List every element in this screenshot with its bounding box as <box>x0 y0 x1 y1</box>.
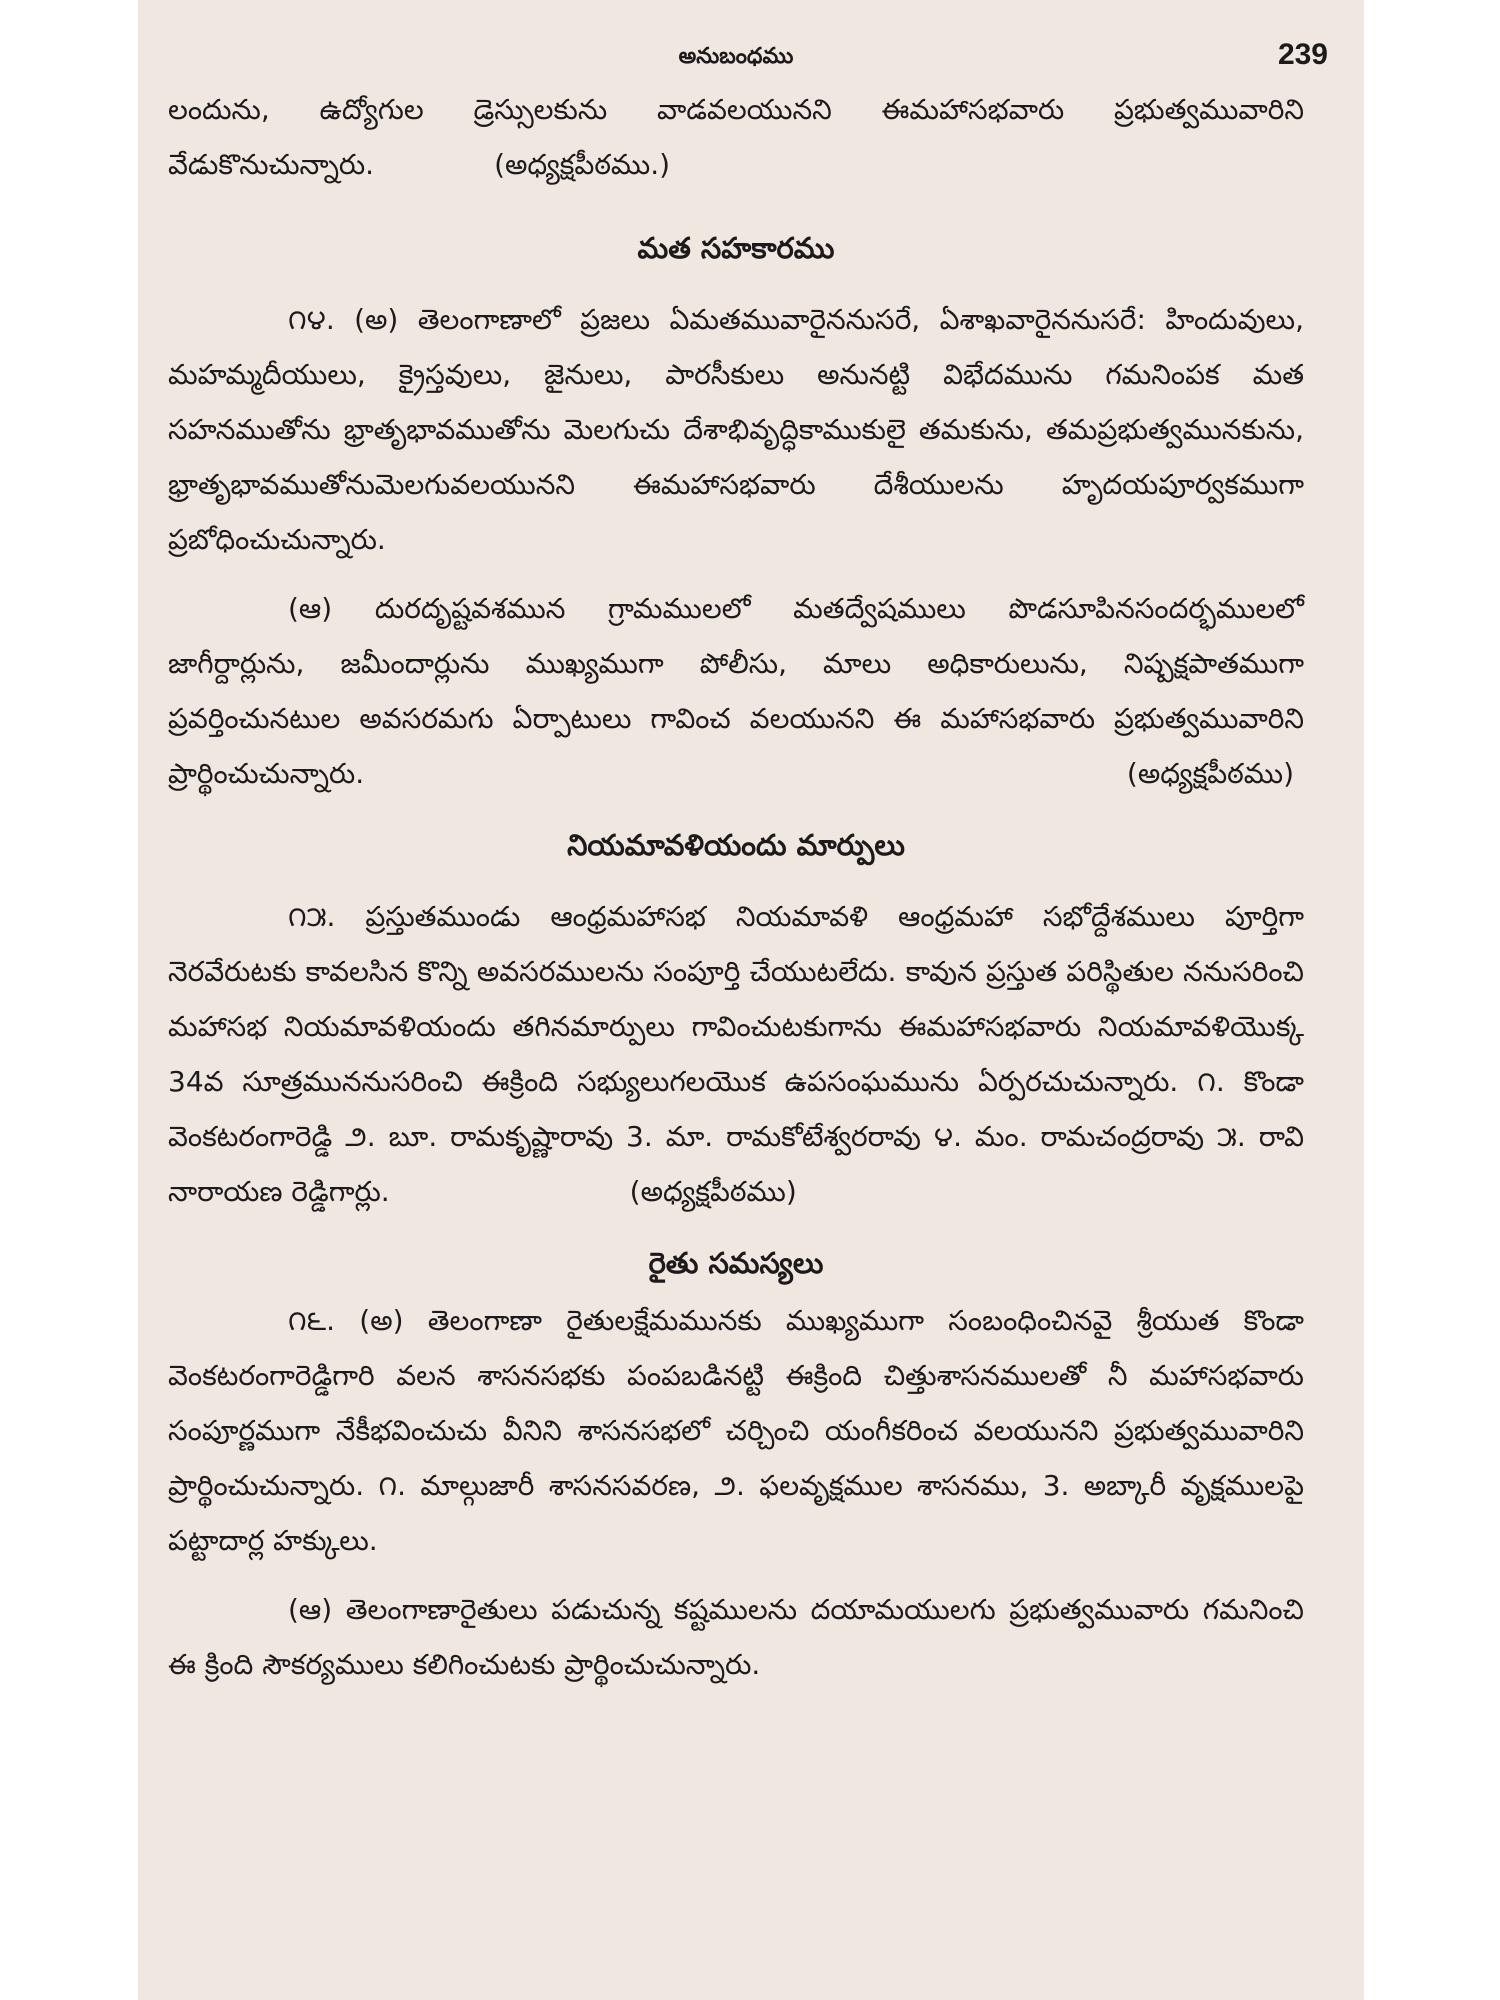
paragraph-text: ౧౫. ప్రస్తుతముండు ఆంధ్రమహాసభ నియమావళి ఆంధ్రమహా సభోద్దేశములు పూర్తిగా నెరవేరుటకు కావలసిన కొన్ని అవసరములను సంపూర్తి చేయుటలేదు. కావున ప్రస్తుత పరిస్థితుల ననుసరించి మహాసభ నియమావళియందు తగినమార్పులు గావించుటకుగాను ఈమహాసభవారు నియమావళియొక్క 34వ సూత్రముననుసరించి ఈక్రింది సభ్యులుగలయొక ఉపసంఘమును ఏర్పరచుచున్నారు. ౧. కొండా వెంకటరంగారెడ్డి ౨. బూ. రామకృష్ణారావు 3. మా. రామకోటేశ్వరరావు ౪. మం. రామచంద్రరావు ౫. రావి నారాయణ రెడ్డిగార్లు. <box>168 900 1304 1208</box>
paragraph-16a <box>168 1293 1304 1568</box>
presidium-note: (అధ్యక్షపీఠము) <box>629 1175 797 1208</box>
paragraph-14b <box>168 581 1304 801</box>
section-heading-rule-changes: నియమావళియందు మార్పులు <box>567 828 905 862</box>
paragraph-14a <box>168 292 1304 567</box>
paragraph-text: ౧౬. (అ) తెలంగాణా రైతులక్షేమమునకు ముఖ్యముగా సంబంధించినవై శ్రీయుత కొండా వెంకటరంగారెడ్డిగారి వలన శాసనసభకు పంపబడినట్టి ఈక్రింది చిత్తుశాసనములతో నీ మహాసభవారు సంపూర్ణముగా నేకీభవించుచు వీనిని శాసనసభలో చర్చించి యంగీకరించ వలయునని ప్రభుత్వమువారిని ప్రార్థించుచున్నారు. ౧. మాల్గుజారీ శాసనసవరణ, ౨. ఫలవృక్షముల శాసనము, 3. అబ్కారీ వృక్షములపై పట్టాదార్ల హక్కులు. <box>168 1304 1304 1557</box>
running-title: అనుబంధము <box>678 44 794 69</box>
paragraph-text: ౧౪. (అ) తెలంగాణాలో ప్రజలు ఏమతమువారైననుసరే, ఏశాఖవారైననుసరే: హిందువులు, మహమ్మదీయులు, క్రైస్తవులు, జైనులు, పారసీకులు అనునట్టి విభేదమును గమనింపక మత సహనముతోను భ్రాతృభావముతోను మెలగుచు దేశాభివృద్ధికాముకులై తమకును, తమప్రభుత్వమునకును, భ్రాతృభావముతోనుమెలగువలయునని ఈమహాసభవారు దేశీయులను హృదయపూర్వకముగా ప్రబోధించుచున్నారు. <box>168 303 1304 556</box>
section-heading-farmer-issues: రైతు సమస్యలు <box>648 1246 824 1280</box>
section-heading-religious-cooperation: మత సహకారము <box>637 231 835 265</box>
intro-paragraph <box>168 82 1304 192</box>
book-page <box>138 0 1364 2000</box>
intro-text: లందును, ఉద్యోగుల డ్రెస్సులకును వాడవలయునని ఈమహాసభవారు ప్రభుత్వమువారిని వేడుకొనుచున్నారు. <box>168 93 1304 181</box>
paragraph-text: (ఆ) తెలంగాణారైతులు పడుచున్న కష్టములను దయామయులగు ప్రభుత్వమువారు గమనించి ఈ క్రింది సౌకర్యములు కలిగించుటకు ప్రార్థించుచున్నారు. <box>168 1593 1304 1681</box>
paragraph-text: (ఆ) దురదృష్టవశమున గ్రామములలో మతద్వేషములు పొడసూపినసందర్భములలో జాగీర్దార్లును, జమీందార్లును ముఖ్యముగా పోలీసు, మాలు అధికారులును, నిష్పక్షపాతముగా ప్రవర్తించునటుల అవసరమగు ఏర్పాటులు గావించ వలయునని ఈ మహాసభవారు ప్రభుత్వమువారిని ప్రార్థించుచున్నారు. <box>168 592 1304 790</box>
presidium-note: (అధ్యక్షపీఠము.) <box>494 148 671 181</box>
paragraph-16b <box>168 1582 1304 1692</box>
presidium-note: (అధ్యక్షపీఠము) <box>1126 757 1294 790</box>
page-number: 239 <box>1277 38 1328 71</box>
paragraph-15 <box>168 889 1304 1219</box>
running-header <box>168 32 1328 82</box>
